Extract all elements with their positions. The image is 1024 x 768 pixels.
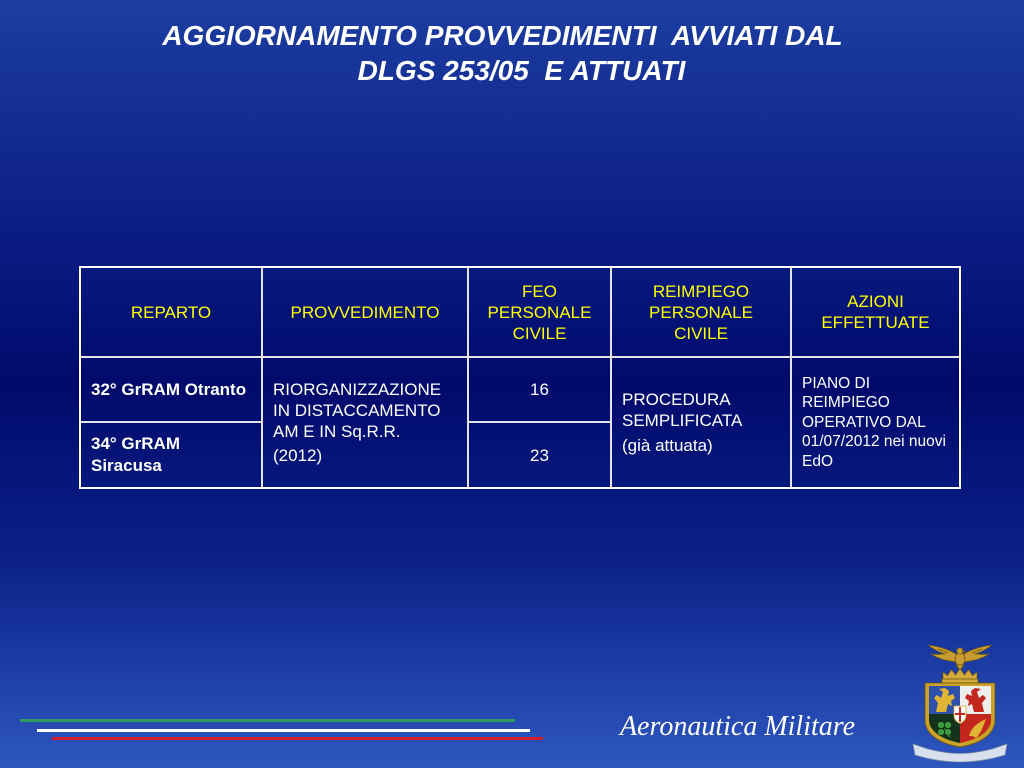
header-azioni-effettuate (792, 268, 959, 358)
azioni-line: REIMPIEGO (802, 394, 890, 412)
feo-value: 23 (530, 445, 549, 465)
provvedimento-line: RIORGANIZZAZIONE (273, 380, 442, 399)
reparto-label: 34° GrRAM (91, 434, 180, 453)
reparto-label: 32° GrRAM Otranto (91, 379, 247, 399)
azioni-line: PIANO DI (802, 374, 871, 392)
reimpiego-note: (già attuata) (622, 436, 713, 455)
cell-feo-row-2 (469, 423, 612, 487)
provvedimento-year: (2012) (273, 446, 323, 465)
slide-title-line-2: DLGS 253/05 E ATTUATI (357, 55, 686, 86)
tricolore-stripe-red (52, 737, 543, 740)
header-label: FEO (522, 281, 557, 301)
header-label: PROVVEDIMENTO (290, 302, 440, 322)
header-label: REIMPIEGO (652, 281, 750, 301)
feo-value: 16 (530, 380, 549, 399)
azioni-line: OPERATIVO DAL (802, 413, 926, 431)
header-label: CIVILE (674, 323, 728, 343)
cell-azioni (792, 358, 959, 487)
reimpiego-line: SEMPLIFICATA (622, 411, 743, 430)
azioni-line: 01/07/2012 nei nuovi (802, 433, 946, 451)
tricolore-stripe-white (37, 729, 530, 732)
coat-of-arms-icon (908, 640, 1012, 764)
shield-icon (925, 683, 995, 747)
crown-icon (942, 669, 978, 684)
header-reimpiego-personale-civile (612, 268, 792, 358)
cell-reparto-row-2 (81, 423, 263, 487)
header-provvedimento (263, 268, 469, 358)
cell-reimpiego (612, 358, 792, 487)
cell-feo-row-1 (469, 358, 612, 423)
slide-title-line-1: AGGIORNAMENTO PROVVEDIMENTI AVVIATI DAL (162, 20, 843, 51)
header-label: PERSONALE (649, 302, 753, 322)
provvedimento-line: AM E IN Sq.R.R. (273, 422, 401, 441)
tricolore-stripe-green (20, 719, 515, 722)
header-label: REPARTO (130, 302, 212, 322)
azioni-line: EdO (802, 452, 834, 470)
header-reparto (81, 268, 263, 358)
brand-label: Aeronautica Militare (619, 711, 856, 742)
reparto-label: Siracusa (91, 456, 162, 475)
header-feo-personale-civile (469, 268, 612, 358)
cell-reparto-row-1 (81, 358, 263, 423)
header-label: EFFETTUATE (821, 313, 930, 332)
header-label: PERSONALE (487, 302, 592, 322)
header-label: CIVILE (512, 323, 567, 343)
cell-provvedimento (263, 358, 469, 487)
header-label: AZIONI (847, 292, 904, 311)
eagle-icon (928, 645, 992, 670)
reimpiego-line: PROCEDURA (622, 390, 731, 409)
provvedimenti-table (79, 266, 961, 489)
provvedimento-line: IN DISTACCAMENTO (273, 401, 441, 420)
